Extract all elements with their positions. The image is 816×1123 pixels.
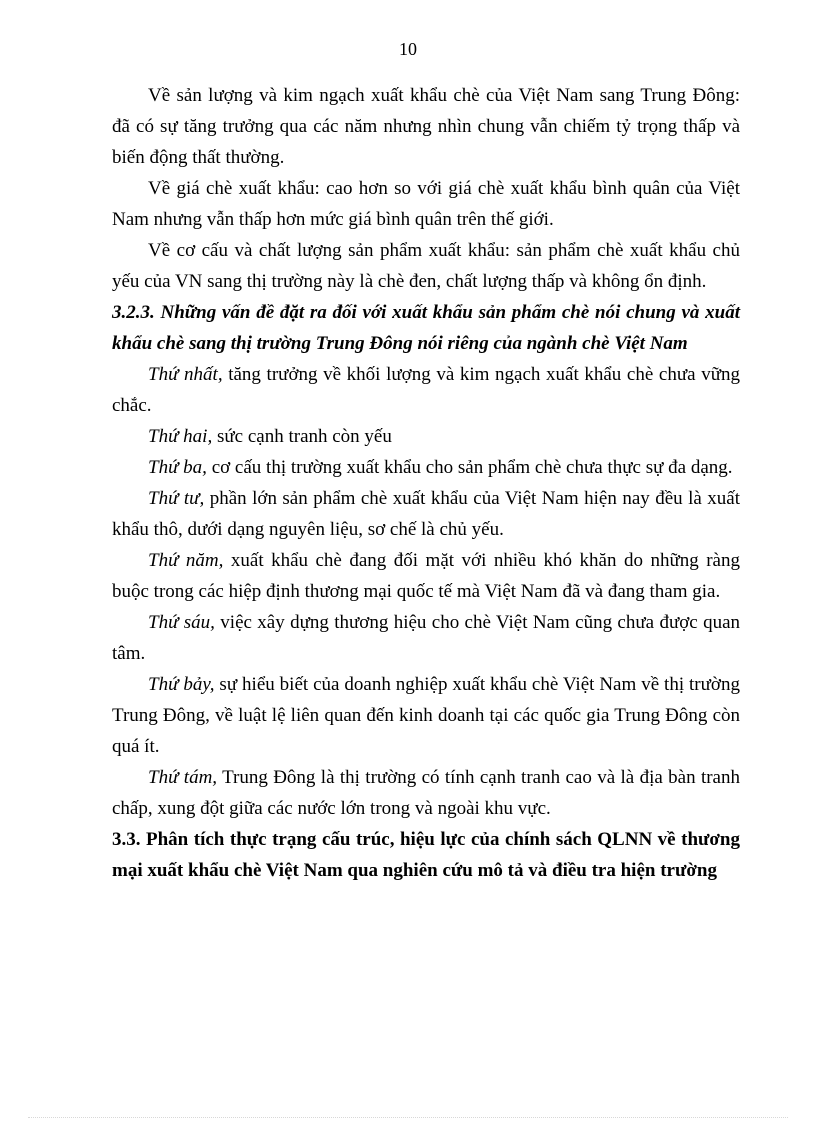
issue-text-7: sự hiểu biết của doanh nghiệp xuất khẩu chè Việt Nam về thị trường Trung Đông, về luật lệ liên quan đến kinh doanh tại các quốc gia Trung Đông còn quá ít. [112,674,740,757]
issue-paragraph-2 [112,421,740,452]
issue-lead-1: Thứ nhất, [148,364,223,385]
issue-text-6: việc xây dựng thương hiệu cho chè Việt Nam cũng chưa được quan tâm. [112,612,741,664]
page-bottom-divider [28,1117,788,1118]
issue-paragraph-6 [112,607,740,669]
issue-paragraph-8 [112,762,740,824]
issue-paragraph-4 [112,483,740,545]
paragraph-product-structure: Về cơ cấu và chất lượng sản phẩm xuất khẩu: sản phẩm chè xuất khẩu chủ yếu của VN sang thị trường này là chè đen, chất lượng thấp và không ổn định. [112,240,740,292]
section-heading-3-3: 3.3. Phân tích thực trạng cấu trúc, hiệu lực của chính sách QLNN về thương mại xuất khẩu chè Việt Nam qua nghiên cứu mô tả và điều tra hiện trường [112,829,740,881]
issue-lead-2: Thứ hai, [148,426,213,447]
issue-paragraph-3 [112,452,740,483]
document-body [112,80,740,886]
issue-text-8: Trung Đông là thị trường có tính cạnh tranh cao và là địa bàn tranh chấp, xung đột giữa các nước lớn trong và ngoài khu vực. [112,767,740,819]
issue-lead-8: Thứ tám, [148,767,218,788]
issue-paragraph-5 [112,545,740,607]
issue-lead-5: Thứ năm, [148,550,224,571]
issue-lead-6: Thứ sáu, [148,612,215,633]
issue-text-5: xuất khẩu chè đang đối mặt với nhiều khó khăn do những ràng buộc trong các hiệp định thương mại quốc tế mà Việt Nam đã và đang tham gia. [112,550,740,602]
section-heading-3-2-3: 3.2.3. Những vấn đề đặt ra đối với xuất khẩu sản phẩm chè nói chung và xuất khẩu chè sang thị trường Trung Đông nói riêng của ngành chè Việt Nam [112,302,740,354]
paragraph-export-price: Về giá chè xuất khẩu: cao hơn so với giá chè xuất khẩu bình quân của Việt Nam nhưng vẫn thấp hơn mức giá bình quân trên thế giới. [112,178,740,230]
page-number: 10 [399,39,417,59]
issue-text-4: phần lớn sản phẩm chè xuất khẩu của Việt Nam hiện nay đều là xuất khẩu thô, dưới dạng nguyên liệu, sơ chế là chủ yếu. [112,488,740,540]
issue-lead-4: Thứ tư, [148,488,205,509]
issue-lead-3: Thứ ba, [148,457,207,478]
issue-paragraph-7 [112,669,740,762]
issue-text-1: tăng trưởng về khối lượng và kim ngạch xuất khẩu chè chưa vững chắc. [112,364,740,416]
paragraph-output-volume: Về sản lượng và kim ngạch xuất khẩu chè của Việt Nam sang Trung Đông: đã có sự tăng trưởng qua các năm nhưng nhìn chung vẫn chiếm tỷ trọng thấp và biến động thất thường. [112,85,740,168]
issue-text-2: sức cạnh tranh còn yếu [212,426,392,447]
issue-lead-7: Thứ bảy, [148,674,215,695]
issue-text-3: cơ cấu thị trường xuất khẩu cho sản phẩm chè chưa thực sự đa dạng. [206,457,733,478]
issue-paragraph-1 [112,359,740,421]
